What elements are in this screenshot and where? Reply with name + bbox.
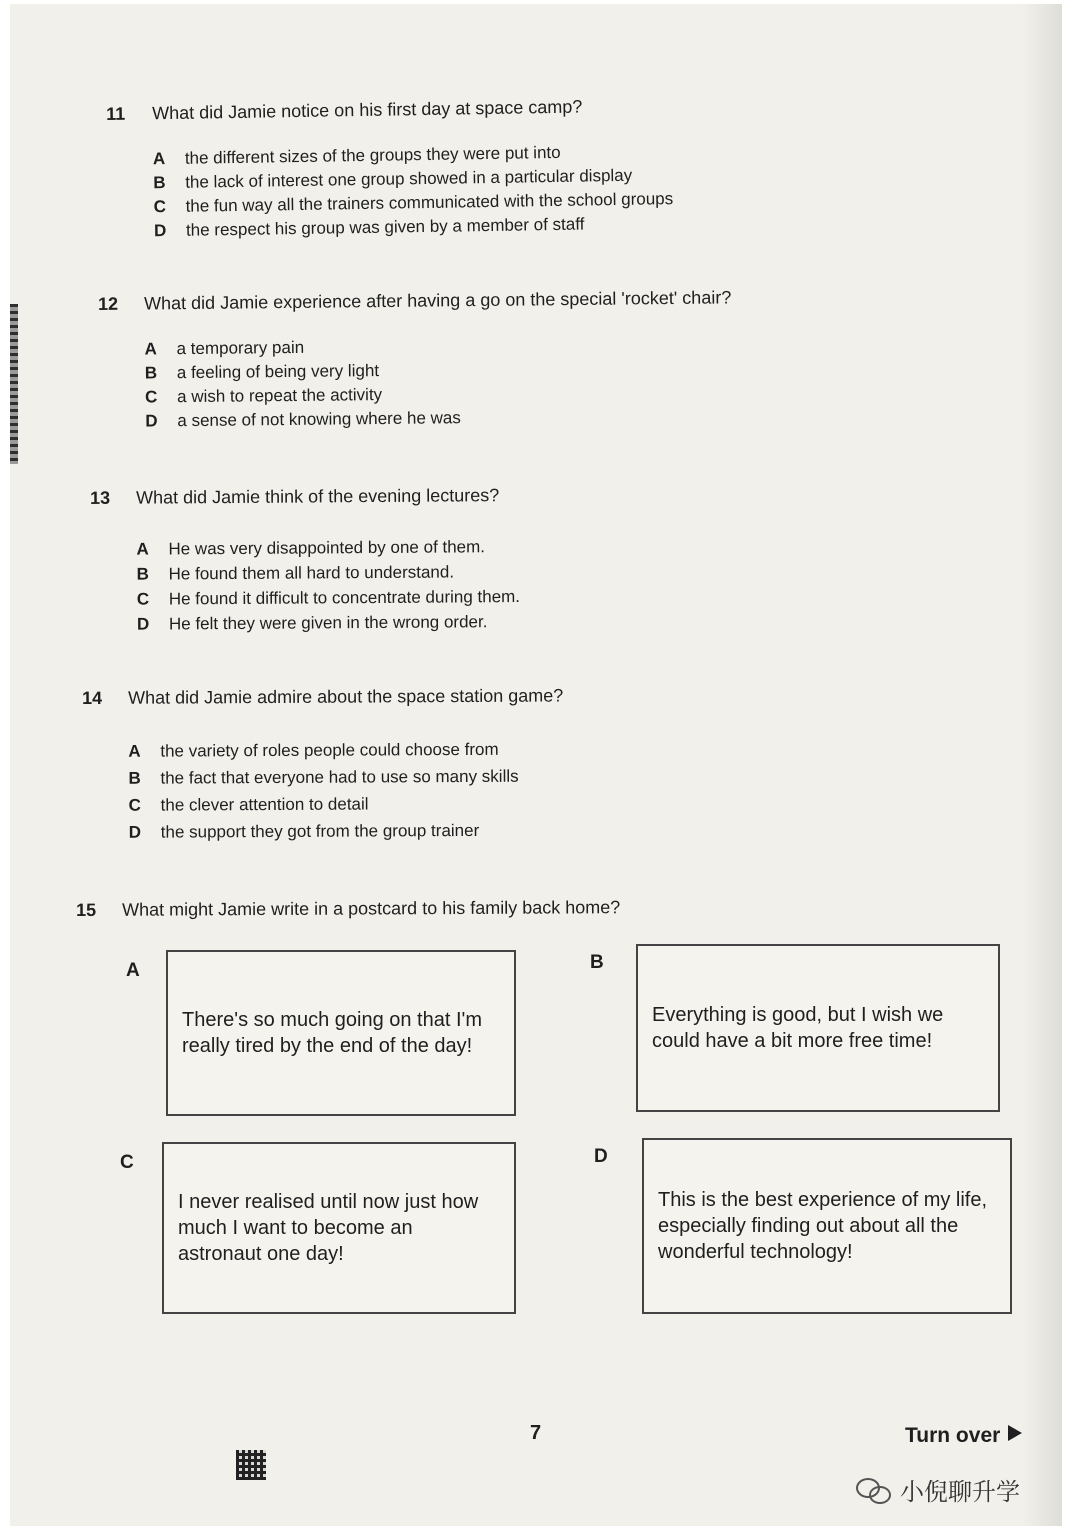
option-text: He was very disappointed by one of them.	[168, 537, 486, 559]
option-letter: A	[152, 149, 166, 169]
option-letter: A	[128, 741, 141, 761]
question-number: 11	[106, 103, 126, 124]
option-letter: D	[153, 221, 167, 241]
option-letter: B	[128, 768, 141, 788]
question-text: What did Jamie think of the evening lectures?	[135, 485, 500, 508]
question-text: What did Jamie experience after having a go on the special 'rocket' chair?	[143, 287, 732, 314]
question-number: 15	[76, 899, 97, 920]
option-letter: C	[144, 387, 158, 407]
option-text: a wish to repeat the activity	[176, 385, 383, 407]
option-text: the support they got from the group trainer	[160, 820, 480, 842]
option-letter: A	[136, 539, 149, 559]
page-number: 7	[530, 1422, 542, 1444]
watermark-text: 小倪聊升学	[900, 1478, 1020, 1506]
option-text: the fact that everyone had to use so many skills	[160, 766, 519, 788]
postcard-d-text: This is the best experience of my life, especially finding out about all the wonderful technology!	[658, 1189, 988, 1263]
option-text: He found it difficult to concentrate during them.	[168, 587, 521, 609]
option-text: He found them all hard to understand.	[168, 562, 455, 584]
option-letter: D	[145, 411, 158, 431]
postcard-c-letter: C	[120, 1152, 134, 1173]
question-text: What did Jamie notice on his first day at space camp?	[151, 96, 583, 124]
option-text: the clever attention to detail	[160, 794, 369, 815]
wechat-icon	[856, 1476, 892, 1504]
question-text: What did Jamie admire about the space station game?	[127, 685, 564, 708]
binding-edge	[10, 304, 18, 464]
option-letter: D	[128, 822, 142, 842]
watermark	[856, 1472, 1020, 1507]
postcard-a	[166, 950, 516, 1116]
turn-over-text: Turn over	[905, 1424, 1001, 1447]
option-letter: D	[136, 614, 150, 634]
option-letter: C	[128, 795, 141, 815]
question-number: 12	[98, 293, 119, 314]
option-text: the variety of roles people could choose from	[160, 739, 499, 761]
postcard-c-text: I never realised until now just how much I want to become an astronaut one day!	[178, 1191, 479, 1265]
option-letter: B	[144, 363, 158, 383]
postcard-d-letter: D	[594, 1146, 608, 1167]
options-list	[136, 537, 521, 640]
exam-page	[10, 4, 1062, 1526]
barcode-icon	[236, 1450, 266, 1480]
option-letter: C	[153, 197, 167, 217]
option-text: He felt they were given in the wrong order.	[168, 612, 488, 634]
option-text: the fun way all the trainers communicated with the school groups	[185, 189, 674, 216]
options-list	[144, 337, 461, 436]
option-text: the different sizes of the groups they were put into	[184, 142, 561, 168]
option-text: the lack of interest one group showed in a particular display	[185, 165, 633, 192]
postcard-b-letter: B	[590, 952, 604, 973]
triangle-right-icon	[1008, 1425, 1022, 1441]
option-text: a sense of not knowing where he was	[177, 408, 461, 431]
question-number: 13	[90, 487, 111, 508]
postcard-a-text: There's so much going on that I'm really tired by the end of the day!	[182, 1009, 483, 1057]
postcard-a-letter: A	[126, 960, 140, 981]
option-letter: B	[153, 173, 166, 193]
option-text: a temporary pain	[176, 337, 305, 359]
postcard-b-text: Everything is good, but I wish we could have a bit more free time!	[652, 1004, 944, 1052]
question-number: 14	[82, 687, 103, 708]
postcard-d	[642, 1138, 1012, 1314]
question-text: What might Jamie write in a postcard to his family back home?	[121, 897, 621, 920]
option-letter: B	[136, 564, 149, 584]
options-list	[152, 142, 674, 245]
postcard-b	[636, 944, 1000, 1112]
option-text: the respect his group was given by a member of staff	[185, 214, 585, 240]
option-letter: C	[136, 589, 150, 609]
options-list	[128, 739, 519, 850]
page-shadow	[1022, 4, 1062, 1526]
option-text: a feeling of being very light	[176, 361, 380, 383]
turn-over-label	[905, 1424, 1022, 1448]
postcard-c	[162, 1142, 516, 1314]
option-letter: A	[144, 339, 157, 359]
